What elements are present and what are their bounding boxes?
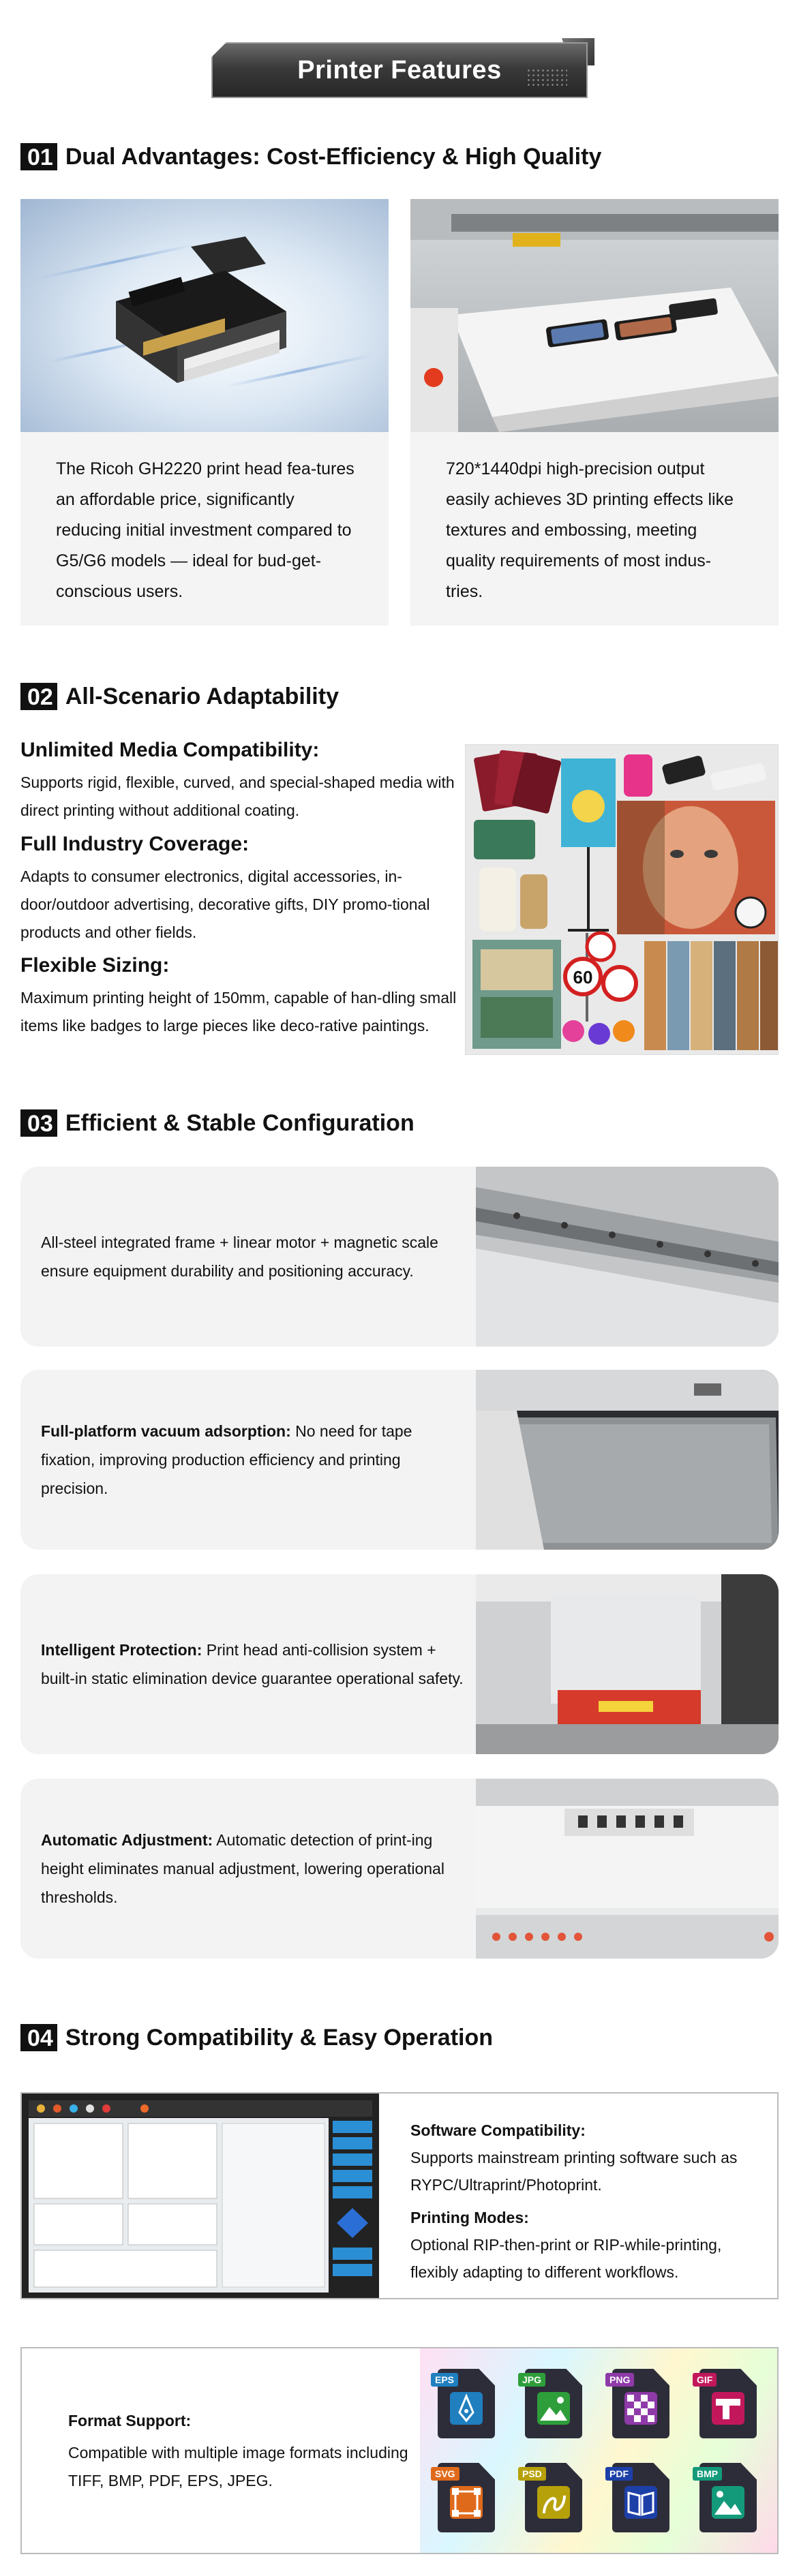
gif-format-icon (699, 2369, 757, 2438)
format-glyph-icon (624, 2392, 657, 2425)
software-compatibility-box (20, 2092, 779, 2299)
format-label: PDF (605, 2467, 633, 2481)
svg-format-icon (435, 2463, 495, 2532)
format-support-box (20, 2347, 779, 2554)
png-format-icon (609, 2369, 669, 2438)
feature-title: Full Industry Coverage: (20, 833, 250, 855)
software-title: Software Compatibility: (410, 2121, 586, 2139)
software-text: Supports mainstream printing software such as RYPC/Ultraprint/Photoprint. (410, 2149, 738, 2194)
section-04-heading (20, 2024, 493, 2051)
feature-title: Unlimited Media Compatibility: (20, 739, 320, 761)
format-label: EPS (431, 2373, 458, 2387)
jpg-format-icon (522, 2369, 582, 2438)
flexible-sizing-feature (20, 954, 457, 1040)
card-text: Full-platform vacuum adsorption: No need for tape fixation, improving production efficiency and printing precision. (41, 1422, 412, 1497)
print-head-image (20, 199, 389, 432)
section-number: 03 (20, 1109, 57, 1137)
card-text: Automatic Adjustment: Automatic detection of print-ing height eliminates manual adjustment, lowering operational thresholds. (41, 1831, 444, 1906)
format-label: SVG (431, 2467, 459, 2481)
format-text: Compatible with multiple image formats including TIFF, BMP, PDF, EPS, JPEG. (68, 2443, 408, 2489)
automatic-adjustment-card (20, 1779, 779, 1959)
feature-text: Adapts to consumer electronics, digital accessories, in-door/outdoor advertising, decorative gifts, DIY promo-tional products and other fields. (20, 868, 430, 941)
bmp-format-icon (699, 2463, 757, 2532)
cost-efficiency-text: The Ricoh GH2220 print head fea-tures an affordable price, significantly reducing initial investment compared to G5/G6 models — ideal for bud-get-conscious users. (56, 459, 355, 601)
speed-sign-number: 60 (573, 967, 593, 987)
format-title: Format Support: (68, 2411, 192, 2429)
section-title: Efficient & Stable Configuration (65, 1109, 414, 1136)
high-quality-card (410, 199, 779, 626)
format-label: BMP (693, 2467, 722, 2481)
pdf-format-icon (609, 2463, 669, 2532)
high-quality-text: 720*1440dpi high-precision output easily achieves 3D printing effects like textures and embossing, meeting quality requirements of most indus-tries. (446, 459, 734, 601)
format-label: PNG (605, 2373, 634, 2387)
format-glyph-icon (450, 2486, 483, 2519)
format-label: JPG (518, 2373, 545, 2387)
section-03-heading (20, 1109, 414, 1137)
eps-format-icon (435, 2369, 495, 2438)
printing-modes-title: Printing Modes: (410, 2209, 529, 2226)
section-title: All-Scenario Adaptability (65, 683, 339, 709)
print-head-icon (20, 199, 389, 432)
format-label: GIF (693, 2373, 717, 2387)
features-banner (211, 42, 588, 98)
feature-text: Supports rigid, flexible, curved, and special-shaped media with direct printing without additional coating. (20, 773, 455, 819)
feature-text: Maximum printing height of 150mm, capable of han-dling small items like badges to large pieces like deco-rative paintings. (20, 989, 457, 1034)
printing-modes-text: Optional RIP-then-print or RIP-while-printing, flexibly adapting to different workflows. (410, 2236, 722, 2281)
feature-title: Flexible Sizing: (20, 954, 170, 977)
software-compatibility-text (410, 2117, 765, 2286)
print-carriage-image (476, 1574, 779, 1754)
card-text: Intelligent Protection: Print head anti-collision system + built-in static elimination device guarantee operational safety. (41, 1641, 464, 1687)
section-title: Strong Compatibility & Easy Operation (65, 2024, 494, 2051)
section-number: 01 (20, 143, 57, 170)
linear-rail-image (476, 1167, 779, 1347)
section-number: 04 (20, 2024, 57, 2051)
section-02-heading (20, 683, 339, 710)
format-glyph-icon (537, 2486, 570, 2519)
section-01-heading (20, 143, 601, 170)
steel-frame-card (20, 1167, 779, 1347)
card-text: All-steel integrated frame + linear motor + magnetic scale ensure equipment durability and positioning accuracy. (41, 1233, 438, 1280)
industry-coverage-feature (20, 833, 457, 947)
sample-products-collage (465, 744, 779, 1055)
printer-table-image (410, 199, 779, 432)
format-support-text (68, 2348, 409, 2553)
format-glyph-icon (624, 2486, 657, 2519)
vacuum-platform-image (476, 1370, 779, 1550)
banner-title: Printer Features (297, 55, 502, 85)
section-title: Dual Advantages: Cost-Efficiency & High Quality (65, 143, 602, 170)
rip-software-screenshot (22, 2094, 379, 2298)
height-sensor-image (476, 1779, 779, 1959)
intelligent-protection-card (20, 1574, 779, 1754)
format-label: PSD (518, 2467, 546, 2481)
format-icons-grid (420, 2348, 779, 2553)
section-number: 02 (20, 683, 57, 710)
format-glyph-icon (712, 2486, 744, 2519)
psd-format-icon (522, 2463, 582, 2532)
cost-efficiency-card (20, 199, 389, 626)
format-glyph-icon (712, 2392, 744, 2425)
vacuum-adsorption-card (20, 1370, 779, 1550)
format-glyph-icon (450, 2392, 483, 2425)
format-glyph-icon (537, 2392, 570, 2425)
media-compatibility-feature (20, 739, 457, 825)
